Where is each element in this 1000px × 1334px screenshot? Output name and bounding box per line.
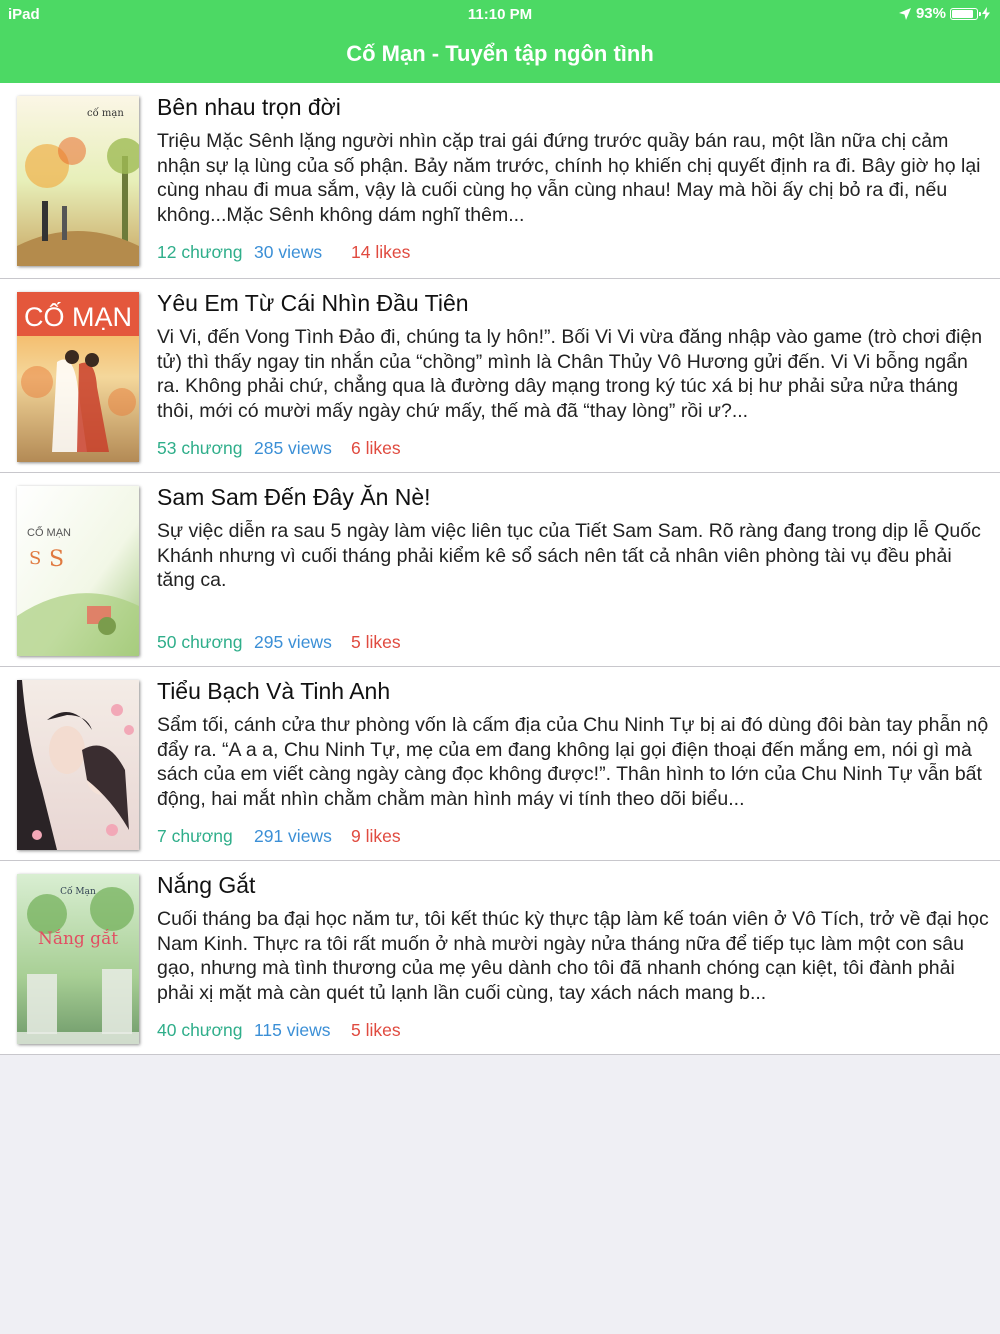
cover-author: CỐ MẠN [24, 302, 132, 332]
book-row[interactable] [0, 279, 1000, 473]
book-title[interactable]: Nắng Gắt [157, 872, 256, 898]
book-text [157, 483, 994, 617]
view-count: 285 views [254, 438, 332, 458]
book-description: Triệu Mặc Sênh lặng người nhìn cặp trai gái đứng trước quầy bán rau, một lần nữa chị cảm nhận sự lạ lùng của số phận. Bảy năm trước, chính họ khiến chị quyết định ra đi. Bây giờ họ lại cùng nhau đi mua sắm, vậy là cuối cùng họ vẫn cùng nhau! May mà hồi ấy chị bỏ ra đi, nếu không...Mặc Sênh không dám nghĩ thêm... [157, 130, 981, 226]
book-cover[interactable] [17, 292, 139, 462]
book-title[interactable]: Tiểu Bạch Và Tinh Anh [157, 678, 391, 704]
cover-author: cố mạn [87, 108, 124, 119]
like-count: 5 likes [351, 1020, 401, 1040]
view-count: 115 views [254, 1020, 331, 1040]
battery-percent: 93% [915, 5, 946, 22]
book-text [157, 871, 994, 1005]
book-text [157, 677, 994, 811]
book-cover[interactable] [17, 96, 139, 266]
book-row[interactable] [0, 83, 1000, 279]
book-list [0, 83, 1000, 1055]
battery-fill [952, 10, 973, 18]
svg-text:S: S [49, 547, 65, 572]
book-text [157, 289, 994, 423]
book-cover[interactable] [17, 874, 139, 1044]
book-description: Cuối tháng ba đại học năm tư, tôi kết thúc kỳ thực tập làm kế toán viên ở Vô Tích, trở về đại học Nam Kinh. Thực ra tôi rất muốn ở nhà mười ngày nửa tháng nữa để tiếp tục làm một con sâu gạo, nhưng mà tình thương của mẹ yêu dành cho tôi đã nhanh chóng cạn kiệt, tôi đành phải phải xị mặt mà càn quét tủ lạnh lần cuối cùng, tay xách nách mang b... [157, 908, 989, 1004]
view-count: 30 views [254, 242, 323, 262]
book-description: Vi Vi, đến Vong Tình Đảo đi, chúng ta ly hôn!”. Bối Vi Vi vừa đăng nhập vào game (trò chơi điện tử) thì thấy ngay tin nhắn của “chồng” mình là Chân Thủy Vô Hương gửi đến. Vi Vi bỗng ngẩn ra. Không phải chứ, chẳng qua là đường dây mạng trong ký túc xá bị hư phải sửa nửa tháng thôi, mới có mười mấy ngày chứ mấy, thế mà đã “thay lòng” rồi ư?... [157, 326, 983, 422]
like-count: 5 likes [351, 632, 401, 652]
chapter-count: 40 chương [157, 1020, 243, 1040]
view-count: 291 views [254, 826, 332, 846]
view-count: 295 views [254, 632, 332, 652]
cover-title: Nắng gắt [37, 929, 119, 949]
status-bar [0, 0, 1000, 28]
page-title: Cố Mạn - Tuyển tập ngôn tình [346, 41, 654, 66]
cover-author: Cố Mạn [60, 887, 96, 897]
book-row[interactable] [0, 861, 1000, 1055]
book-description: Sẩm tối, cánh cửa thư phòng vốn là cấm địa của Chu Ninh Tự bị ai đó dùng đôi bàn tay phẫn nộ đẩy ra. “A a a, Chu Ninh Tự, mẹ của em đang không lại gọi điện thoại đến mắng em, nói gì mà sách của em viết càng ngày càng đọc không được!”. Thân hình to lớn của Chu Ninh Tự vẫn bất động, hai mắt nhìn chằm chằm màn hình máy vi tính theo dõi biểu... [157, 714, 989, 810]
svg-text:S: S [29, 548, 42, 569]
book-title[interactable]: Sam Sam Đến Đây Ăn Nè! [157, 484, 431, 510]
book-cover[interactable] [17, 680, 139, 850]
book-row[interactable] [0, 473, 1000, 667]
chapter-count: 7 chương [157, 826, 233, 846]
status-right [898, 5, 990, 22]
chapter-count: 50 chương [157, 632, 243, 652]
book-title[interactable]: Yêu Em Từ Cái Nhìn Đầu Tiên [157, 290, 469, 316]
book-row[interactable] [0, 667, 1000, 861]
battery-icon [950, 8, 978, 20]
cover-author: CỐ MẠN [27, 527, 71, 539]
book-title[interactable]: Bên nhau trọn đời [157, 94, 341, 120]
location-arrow-icon [898, 7, 912, 21]
status-time: 11:10 PM [467, 6, 533, 23]
like-count: 14 likes [351, 242, 411, 262]
book-description: Sự việc diễn ra sau 5 ngày làm việc liên tục của Tiết Sam Sam. Rõ ràng đang trong dịp lễ Quốc Khánh nhưng vì cuối tháng phải kiểm kê sổ sách nên tất cả nhân viên phòng tài vụ đều phải tăng ca. [157, 520, 981, 592]
device-label: iPad [8, 6, 40, 23]
chapter-count: 53 chương [157, 438, 243, 458]
like-count: 6 likes [351, 438, 401, 458]
book-text [157, 93, 994, 227]
chapter-count: 12 chương [157, 242, 243, 262]
book-cover[interactable] [17, 486, 139, 656]
charging-bolt-icon [982, 7, 990, 20]
like-count: 9 likes [351, 826, 401, 846]
app-header [0, 0, 1000, 83]
